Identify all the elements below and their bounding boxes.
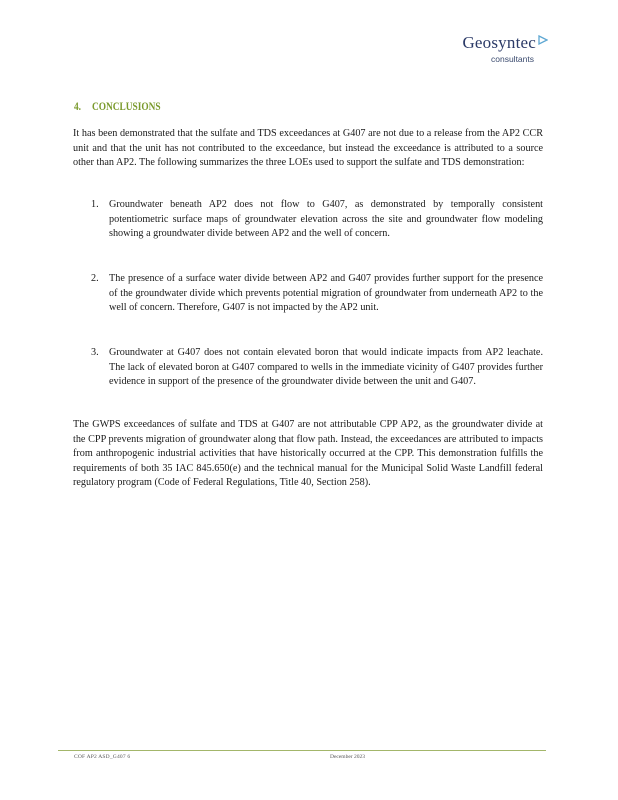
list-number: 2.	[91, 273, 99, 284]
footer-divider	[58, 750, 546, 751]
intro-paragraph: It has been demonstrated that the sulfate and TDS exceedances at G407 are not due to a release from the AP2 CCR unit and that the unit has not contributed to the exceedance, but instead the exceedance is attributed to a source other than AP2. The following summarizes the three LOEs used to support the sulfate and TDS demonstration:	[73, 128, 543, 169]
list-number: 3.	[91, 347, 99, 358]
footer-date: December 2023	[330, 754, 365, 760]
closing-paragraph: The GWPS exceedances of sulfate and TDS at G407 are not attributable CPP AP2, as the groundwater divide at the CPP prevents migration of groundwater along that flow path. Instead, the exceedances are attributed to impacts from anthropogenic industrial activities that have historically occurred at the CPP. This demonstration fulfills the requirements of both 35 IAC 845.650(e) and the technical manual for the Municipal Solid Waste Landfill federal regulatory program (Code of Federal Regulations, Title 40, Section 258).	[73, 419, 543, 489]
section-number: 4.	[74, 99, 82, 113]
list-item	[91, 198, 543, 242]
list-item	[91, 346, 543, 390]
section-title: CONCLUSIONS	[91, 99, 161, 113]
list-text: Groundwater beneath AP2 does not flow to G407, as demonstrated by temporally consistent potentiometric surface maps of groundwater elevation across the site and groundwater flow modeling showing a groundwater divide between AP2 and the well of concern.	[109, 199, 543, 240]
logo-subtitle: consultants	[491, 54, 534, 64]
logo-name: Geosyntec	[462, 33, 536, 52]
list-text: The presence of a surface water divide between AP2 and G407 provides further support for the presence of the groundwater divide which prevents potential migration of groundwater from underneath AP2 to the well of concern. Therefore, G407 is not impacted by the AP2 unit.	[109, 273, 543, 314]
list-number: 1.	[91, 199, 99, 210]
footer-document-id: COF AP2 ASD_G407 6	[74, 754, 131, 760]
list-text: Groundwater at G407 does not contain elevated boron that would indicate impacts from AP2 leachate. The lack of elevated boron at G407 compared to wells in the immediate vicinity of G407 provides further evidence in support of the presence of the groundwater divide between the unit and G407.	[109, 347, 543, 388]
triangle-mark-icon	[538, 35, 548, 45]
company-logo	[462, 34, 548, 64]
list-item	[91, 272, 543, 316]
section-heading	[74, 99, 161, 114]
